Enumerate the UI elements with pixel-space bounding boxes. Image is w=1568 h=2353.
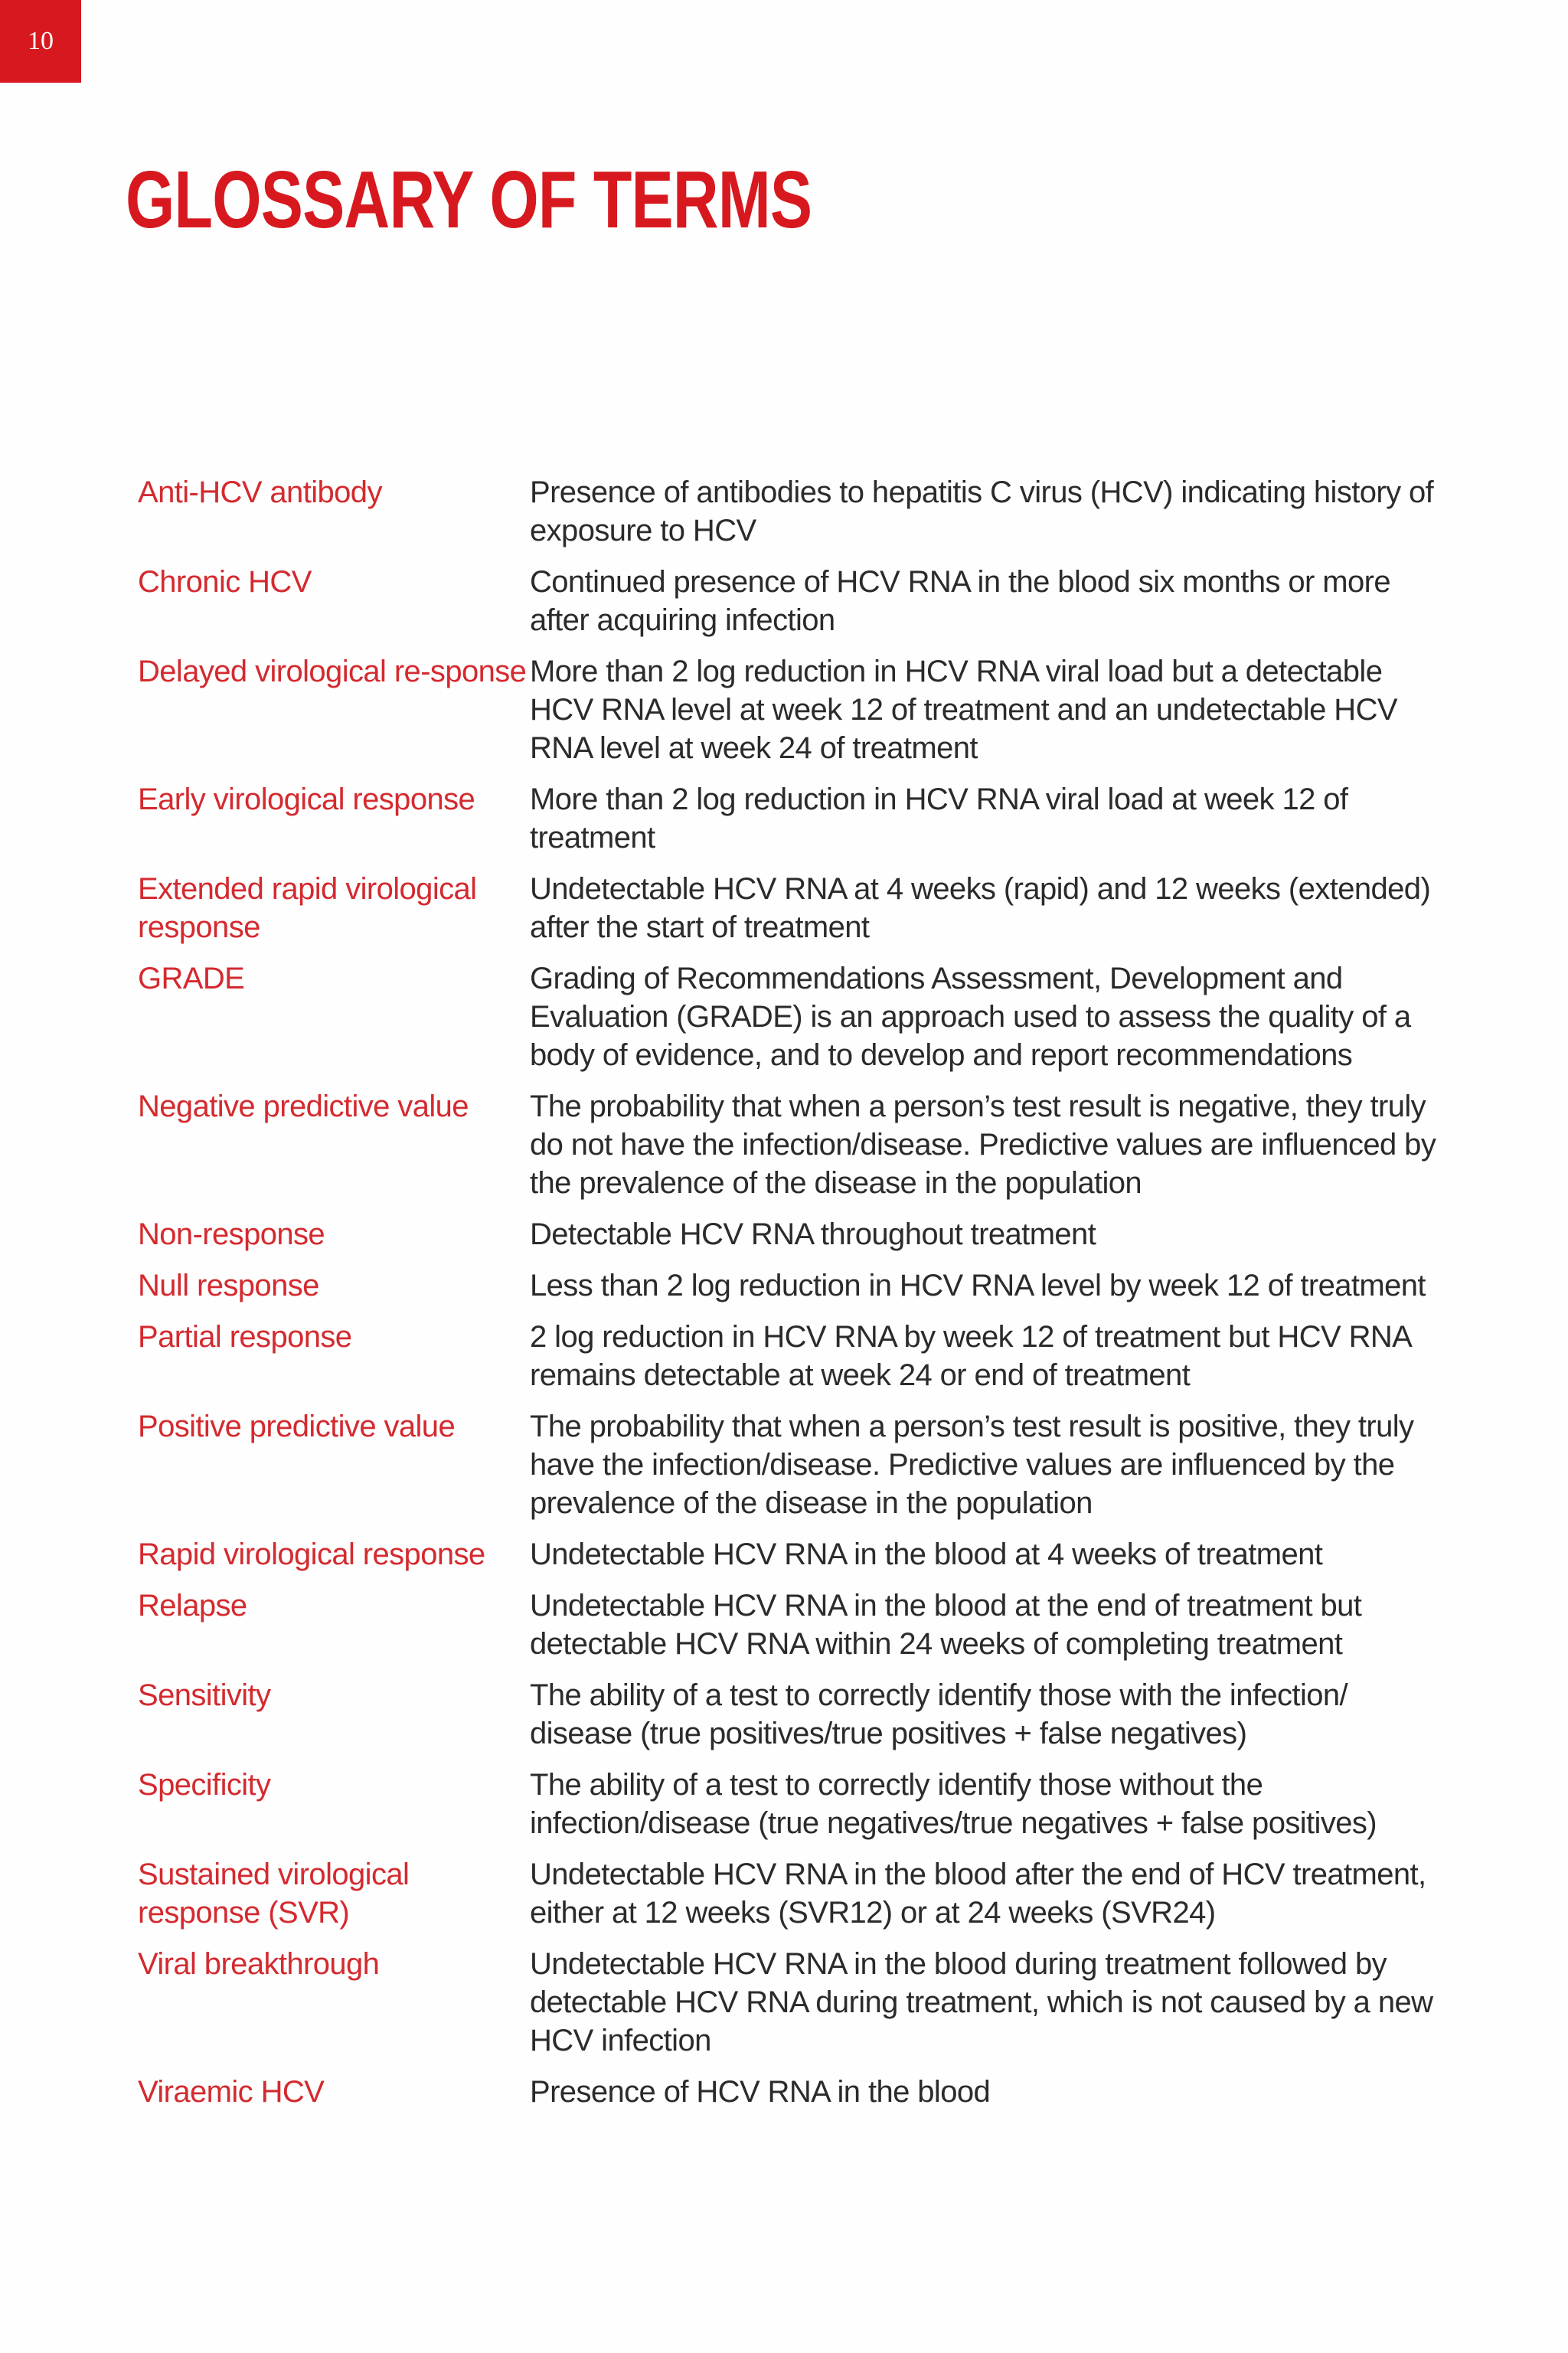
glossary-term: Early virological response <box>138 783 475 816</box>
glossary-row <box>138 1215 1439 1253</box>
glossary-row <box>138 1945 1439 2060</box>
glossary-row <box>138 1676 1439 1753</box>
glossary-term: Viraemic HCV <box>138 2075 325 2109</box>
glossary-definition: More than 2 log reduction in HCV RNA viral load at week 12 of treatment <box>530 783 1348 855</box>
glossary-definition: Undetectable HCV RNA in the blood after the end of HCV treatment, either at 12 weeks (SVR12) or at 24 weeks (SVR24) <box>530 1858 1426 1930</box>
glossary-row <box>138 652 1439 767</box>
glossary-term: Viral breakthrough <box>138 1947 380 1981</box>
glossary-term: Chronic HCV <box>138 565 312 599</box>
glossary-term: Non-response <box>138 1217 325 1251</box>
glossary-term: Delayed virological re-sponse <box>138 655 527 688</box>
glossary-term: Negative predictive value <box>138 1090 469 1123</box>
glossary-row <box>138 1318 1439 1394</box>
glossary-term: Anti-HCV antibody <box>138 476 382 509</box>
glossary-term: Sensitivity <box>138 1678 271 1712</box>
glossary-term: Specificity <box>138 1768 271 1802</box>
glossary-definition: Grading of Recommendations Assessment, Development and Evaluation (GRADE) is an approach used to assess the quality of a body of evidence, and to develop and report recommendations <box>530 962 1411 1072</box>
glossary-row <box>138 1535 1439 1574</box>
glossary-row <box>138 1587 1439 1663</box>
glossary-row <box>138 2073 1439 2111</box>
glossary-definition: Continued presence of HCV RNA in the blood six months or more after acquiring infection <box>530 565 1390 637</box>
page-number-tab <box>0 0 81 83</box>
glossary-row <box>138 780 1439 857</box>
glossary-row <box>138 870 1439 946</box>
glossary-list <box>138 473 1439 2124</box>
glossary-term: Sustained virological response (SVR) <box>138 1858 410 1930</box>
glossary-definition: Undetectable HCV RNA in the blood at the end of treatment but detectable HCV RNA within 24 weeks of completing treatment <box>530 1589 1362 1661</box>
glossary-row <box>138 563 1439 639</box>
glossary-definition: The probability that when a person’s test result is negative, they truly do not have the infection/disease. Predictive values are influenced by the prevalence of the disease in the population <box>530 1090 1436 1200</box>
glossary-term: GRADE <box>138 962 245 995</box>
page-number: 10 <box>28 27 54 55</box>
glossary-definition: Presence of HCV RNA in the blood <box>530 2075 991 2109</box>
glossary-term: Partial response <box>138 1320 352 1354</box>
glossary-term: Extended rapid virological response <box>138 872 477 944</box>
glossary-definition: 2 log reduction in HCV RNA by week 12 of treatment but HCV RNA remains detectable at week 24 or end of treatment <box>530 1320 1411 1392</box>
glossary-term: Rapid virological response <box>138 1538 485 1571</box>
glossary-term: Null response <box>138 1269 319 1302</box>
glossary-definition: Undetectable HCV RNA in the blood during treatment followed by detectable HCV RNA during treatment, which is not caused by a new HCV infection <box>530 1947 1433 2057</box>
glossary-row <box>138 1407 1439 1522</box>
glossary-term: Positive predictive value <box>138 1410 456 1443</box>
glossary-row <box>138 1766 1439 1842</box>
glossary-definition: More than 2 log reduction in HCV RNA viral load but a detectable HCV RNA level at week 12 of treatment and an undetectable HCV RNA level at week 24 of treatment <box>530 655 1397 765</box>
glossary-definition: The ability of a test to correctly identify those without the infection/disease (true negatives/true negatives + false positives) <box>530 1768 1377 1840</box>
glossary-row <box>138 1855 1439 1932</box>
glossary-definition: Undetectable HCV RNA at 4 weeks (rapid) and 12 weeks (extended) after the start of treatment <box>530 872 1431 944</box>
page-title: GLOSSARY OF TERMS <box>126 155 812 245</box>
glossary-definition: The ability of a test to correctly identify those with the infection/ disease (true positives/true positives + false negatives) <box>530 1678 1348 1750</box>
glossary-definition: The probability that when a person’s test result is positive, they truly have the infection/disease. Predictive values are influenced by the prevalence of the disease in the population <box>530 1410 1414 1520</box>
glossary-definition: Presence of antibodies to hepatitis C virus (HCV) indicating history of exposure to HCV <box>530 476 1434 547</box>
glossary-definition: Detectable HCV RNA throughout treatment <box>530 1217 1096 1251</box>
glossary-definition: Undetectable HCV RNA in the blood at 4 weeks of treatment <box>530 1538 1323 1571</box>
glossary-term: Relapse <box>138 1589 247 1623</box>
glossary-row <box>138 473 1439 550</box>
glossary-row <box>138 1266 1439 1305</box>
glossary-row <box>138 959 1439 1074</box>
glossary-definition: Less than 2 log reduction in HCV RNA level by week 12 of treatment <box>530 1269 1426 1302</box>
glossary-row <box>138 1087 1439 1202</box>
